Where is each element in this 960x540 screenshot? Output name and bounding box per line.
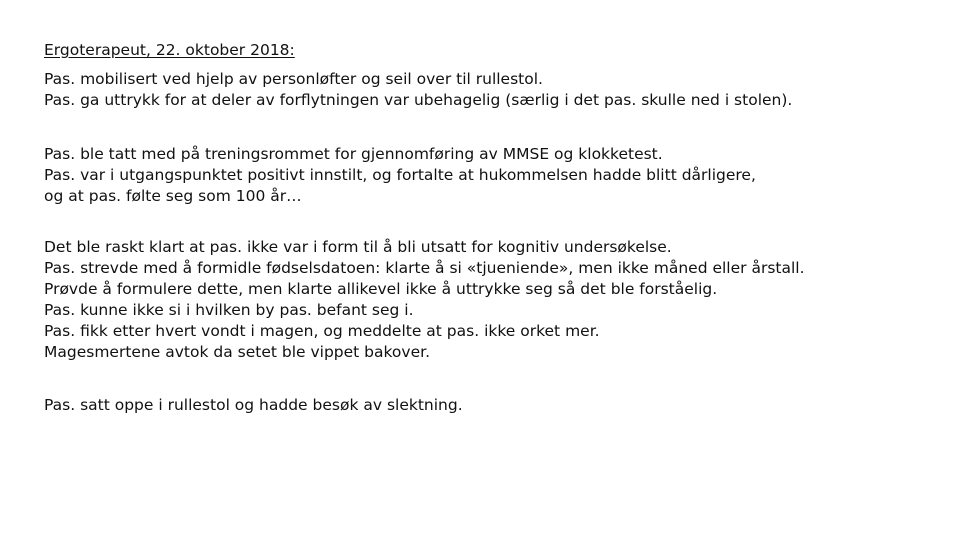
paragraph-assessment	[44, 237, 805, 363]
note-heading: Ergoterapeut, 22. oktober 2018:	[44, 41, 295, 59]
text-line: Pas. fikk etter hvert vondt i magen, og meddelte at pas. ikke orket mer.	[44, 322, 600, 340]
paragraph-training-room	[44, 144, 756, 207]
text-line: og at pas. følte seg som 100 år…	[44, 187, 302, 205]
text-line: Pas. var i utgangspunktet positivt innstilt, og fortalte at hukommelsen hadde blitt dårligere,	[44, 166, 756, 184]
paragraph-visit	[44, 395, 463, 416]
text-line: Pas. kunne ikke si i hvilken by pas. befant seg i.	[44, 301, 414, 319]
text-line: Pas. ga uttrykk for at deler av forflytningen var ubehagelig (særlig i det pas. skulle ned i stolen).	[44, 91, 793, 109]
text-line: Det ble raskt klart at pas. ikke var i form til å bli utsatt for kognitiv undersøkelse.	[44, 238, 672, 256]
text-line: Pas. satt oppe i rullestol og hadde besøk av slektning.	[44, 396, 463, 414]
text-line: Magesmertene avtok da setet ble vippet bakover.	[44, 343, 430, 361]
text-line: Pas. ble tatt med på treningsrommet for gjennomføring av MMSE og klokketest.	[44, 145, 663, 163]
text-line: Pas. mobilisert ved hjelp av personløfter og seil over til rullestol.	[44, 70, 543, 88]
text-line: Pas. strevde med å formidle fødselsdatoen: klarte å si «tjueniende», men ikke måned eller årstall.	[44, 259, 805, 277]
text-line: Prøvde å formulere dette, men klarte allikevel ikke å uttrykke seg så det ble forståelig.	[44, 280, 718, 298]
paragraph-transfer	[44, 69, 792, 111]
